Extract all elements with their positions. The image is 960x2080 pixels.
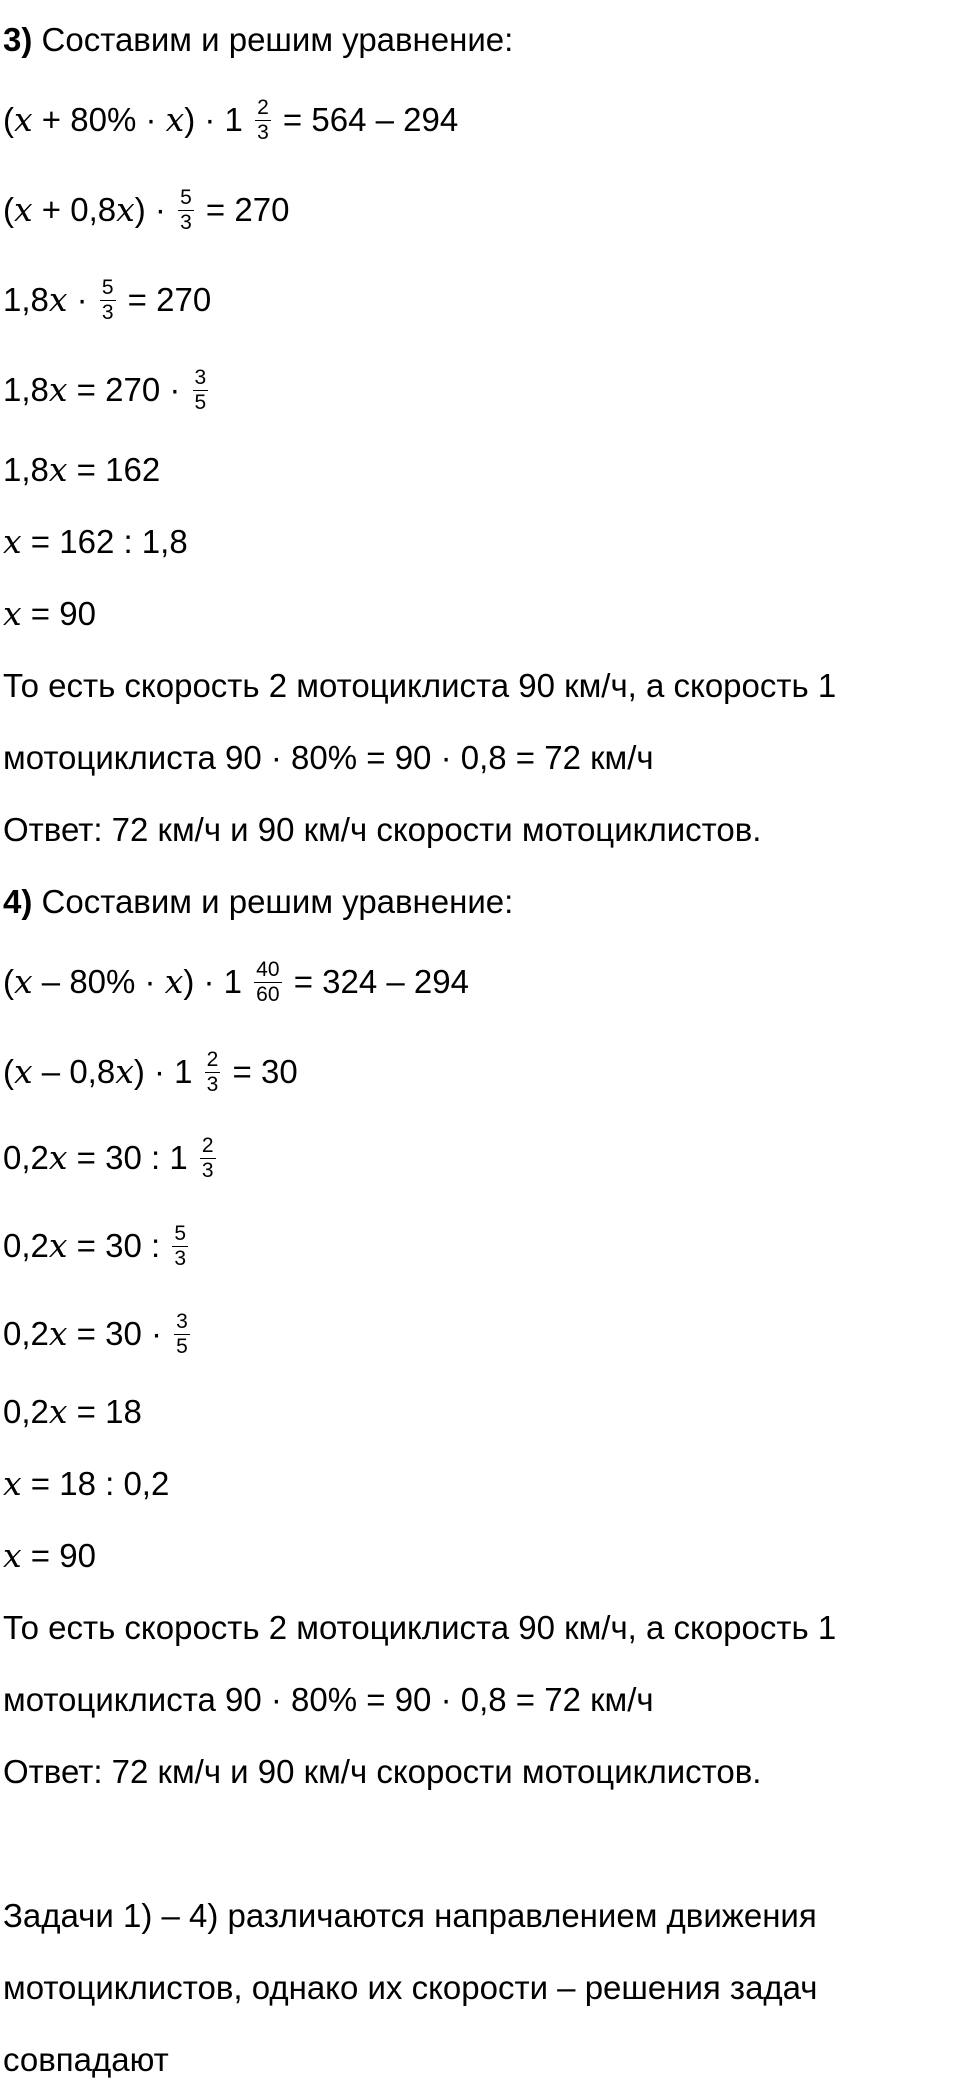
text-span: = 18 : 0,2 — [21, 1465, 170, 1502]
text-line — [3, 1133, 219, 1182]
fraction-numerator: 2 — [206, 1047, 219, 1071]
fraction — [178, 187, 194, 234]
fraction-numerator: 3 — [194, 365, 207, 389]
text-line — [3, 1392, 142, 1432]
text-line — [3, 1309, 193, 1358]
fraction-numerator: 40 — [256, 957, 280, 981]
text-line — [3, 20, 513, 60]
variable: x — [3, 1464, 22, 1503]
text-line — [3, 666, 836, 706]
text-line — [3, 1608, 836, 1648]
variable: x — [14, 962, 33, 1001]
text-span: Составим и решим уравнение: — [32, 21, 514, 58]
text-span: ) · 1 — [133, 1053, 202, 1090]
fraction — [254, 959, 281, 1006]
text-span: Ответ: 72 км/ч и 90 км/ч скорости мотоциклистов. — [3, 1753, 762, 1790]
text-span: ) · 1 — [184, 101, 253, 138]
fraction-denominator: 3 — [257, 120, 269, 144]
text-span: Составим и решим уравнение: — [32, 883, 514, 920]
text-span: ( — [3, 963, 14, 1000]
fraction-denominator: 5 — [194, 390, 207, 414]
text-span: То есть скорость 2 мотоциклиста 90 км/ч, а скорость 1 — [3, 1609, 837, 1646]
variable: x — [165, 100, 185, 139]
variable: x — [48, 450, 68, 489]
text-line — [3, 1896, 817, 1936]
text-span: Задачи 1) – 4) различаются направлением движения — [3, 1897, 817, 1934]
text-span: = 18 — [67, 1393, 142, 1430]
fraction-denominator: 3 — [201, 1158, 214, 1182]
text-span: 1,8 — [3, 451, 49, 488]
text-span: ) · — [134, 191, 176, 228]
text-span: 1,8 — [3, 371, 49, 408]
text-span: мотоциклиста 90 · 80% = 90 · 0,8 = 72 км/ч — [3, 1681, 654, 1718]
variable: x — [14, 100, 33, 139]
fraction-denominator: 3 — [180, 210, 192, 234]
text-span: ( — [3, 1053, 14, 1090]
text-line — [3, 738, 654, 778]
text-span: + 80% · — [32, 101, 166, 138]
variable: x — [48, 1314, 68, 1353]
variable: x — [3, 522, 22, 561]
variable: x — [164, 962, 184, 1001]
variable: x — [14, 190, 33, 229]
text-span: 1,8 — [3, 281, 49, 318]
text-span: 0,2 — [3, 1315, 49, 1352]
text-span: + 0,8 — [32, 191, 117, 228]
text-line — [3, 450, 160, 490]
fraction — [174, 1311, 190, 1358]
text-span: = 30 · — [67, 1315, 172, 1352]
variable: x — [48, 280, 68, 319]
fraction-numerator: 2 — [257, 95, 269, 119]
text-span: 0,2 — [3, 1393, 49, 1430]
text-line — [3, 2040, 169, 2080]
fraction-numerator: 5 — [101, 275, 114, 299]
variable: x — [115, 1052, 134, 1091]
variable: x — [3, 1536, 22, 1575]
fraction — [172, 1223, 188, 1270]
fraction — [100, 277, 116, 324]
text-span: 0,2 — [3, 1139, 49, 1176]
text-span: 0,2 — [3, 1227, 49, 1264]
text-span: = 162 — [67, 451, 161, 488]
variable: x — [14, 1052, 33, 1091]
fraction — [205, 1049, 221, 1096]
text-line — [3, 1221, 191, 1270]
text-line — [3, 365, 211, 414]
fraction — [193, 367, 209, 414]
text-line — [3, 95, 459, 144]
text-span: = 90 — [21, 1537, 96, 1574]
variable: x — [48, 1392, 68, 1431]
text-span: ( — [3, 101, 14, 138]
variable: x — [48, 370, 68, 409]
text-span: = 30 — [223, 1053, 298, 1090]
variable: x — [3, 594, 22, 633]
text-span: = 90 — [21, 595, 96, 632]
text-span: = 270 — [196, 191, 290, 228]
text-span: = 162 : 1,8 — [21, 523, 188, 560]
variable: x — [116, 190, 135, 229]
text-span: = 270 · — [67, 371, 190, 408]
text-line — [3, 522, 188, 562]
text-span: мотоциклистов, однако их скорости – решения задач — [3, 1969, 818, 2006]
text-span: ) · 1 — [183, 963, 252, 1000]
text-line — [3, 1752, 761, 1792]
text-line — [3, 882, 513, 922]
text-line — [3, 1047, 298, 1096]
text-span: = 30 : — [67, 1227, 170, 1264]
fraction-numerator: 5 — [174, 1221, 187, 1245]
text-span: = 324 – 294 — [284, 963, 469, 1000]
text-line — [3, 810, 761, 850]
text-span: ( — [3, 191, 14, 228]
text-span: = 270 — [118, 281, 212, 318]
fraction-denominator: 3 — [174, 1246, 187, 1270]
text-line — [3, 1968, 818, 2008]
text-span: совпадают — [3, 2041, 169, 2078]
variable: x — [48, 1138, 68, 1177]
text-span: · — [67, 281, 97, 318]
text-span: = 30 : 1 — [67, 1139, 197, 1176]
text-span: мотоциклиста 90 · 80% = 90 · 0,8 = 72 км/ч — [3, 739, 654, 776]
fraction — [255, 97, 271, 144]
text-line — [3, 594, 96, 634]
fraction-denominator: 60 — [256, 982, 280, 1006]
text-span: То есть скорость 2 мотоциклиста 90 км/ч, а скорость 1 — [3, 667, 837, 704]
text-line — [3, 957, 469, 1006]
problem-number: 3) — [3, 21, 33, 58]
fraction-numerator: 2 — [201, 1133, 214, 1157]
fraction — [200, 1135, 216, 1182]
text-line — [3, 1680, 654, 1720]
fraction-numerator: 5 — [180, 185, 192, 209]
fraction-denominator: 3 — [206, 1072, 219, 1096]
fraction-numerator: 3 — [176, 1309, 188, 1333]
text-line — [3, 185, 290, 234]
text-span: – 0,8 — [32, 1053, 116, 1090]
fraction-denominator: 5 — [176, 1334, 188, 1358]
text-line — [3, 275, 212, 324]
problem-number: 4) — [3, 883, 33, 920]
variable: x — [48, 1226, 68, 1265]
text-span: – 80% · — [32, 963, 165, 1000]
fraction-denominator: 3 — [101, 300, 114, 324]
text-line — [3, 1464, 169, 1504]
text-span: Ответ: 72 км/ч и 90 км/ч скорости мотоциклистов. — [3, 811, 762, 848]
text-line — [3, 1536, 96, 1576]
text-span: = 564 – 294 — [273, 101, 459, 138]
